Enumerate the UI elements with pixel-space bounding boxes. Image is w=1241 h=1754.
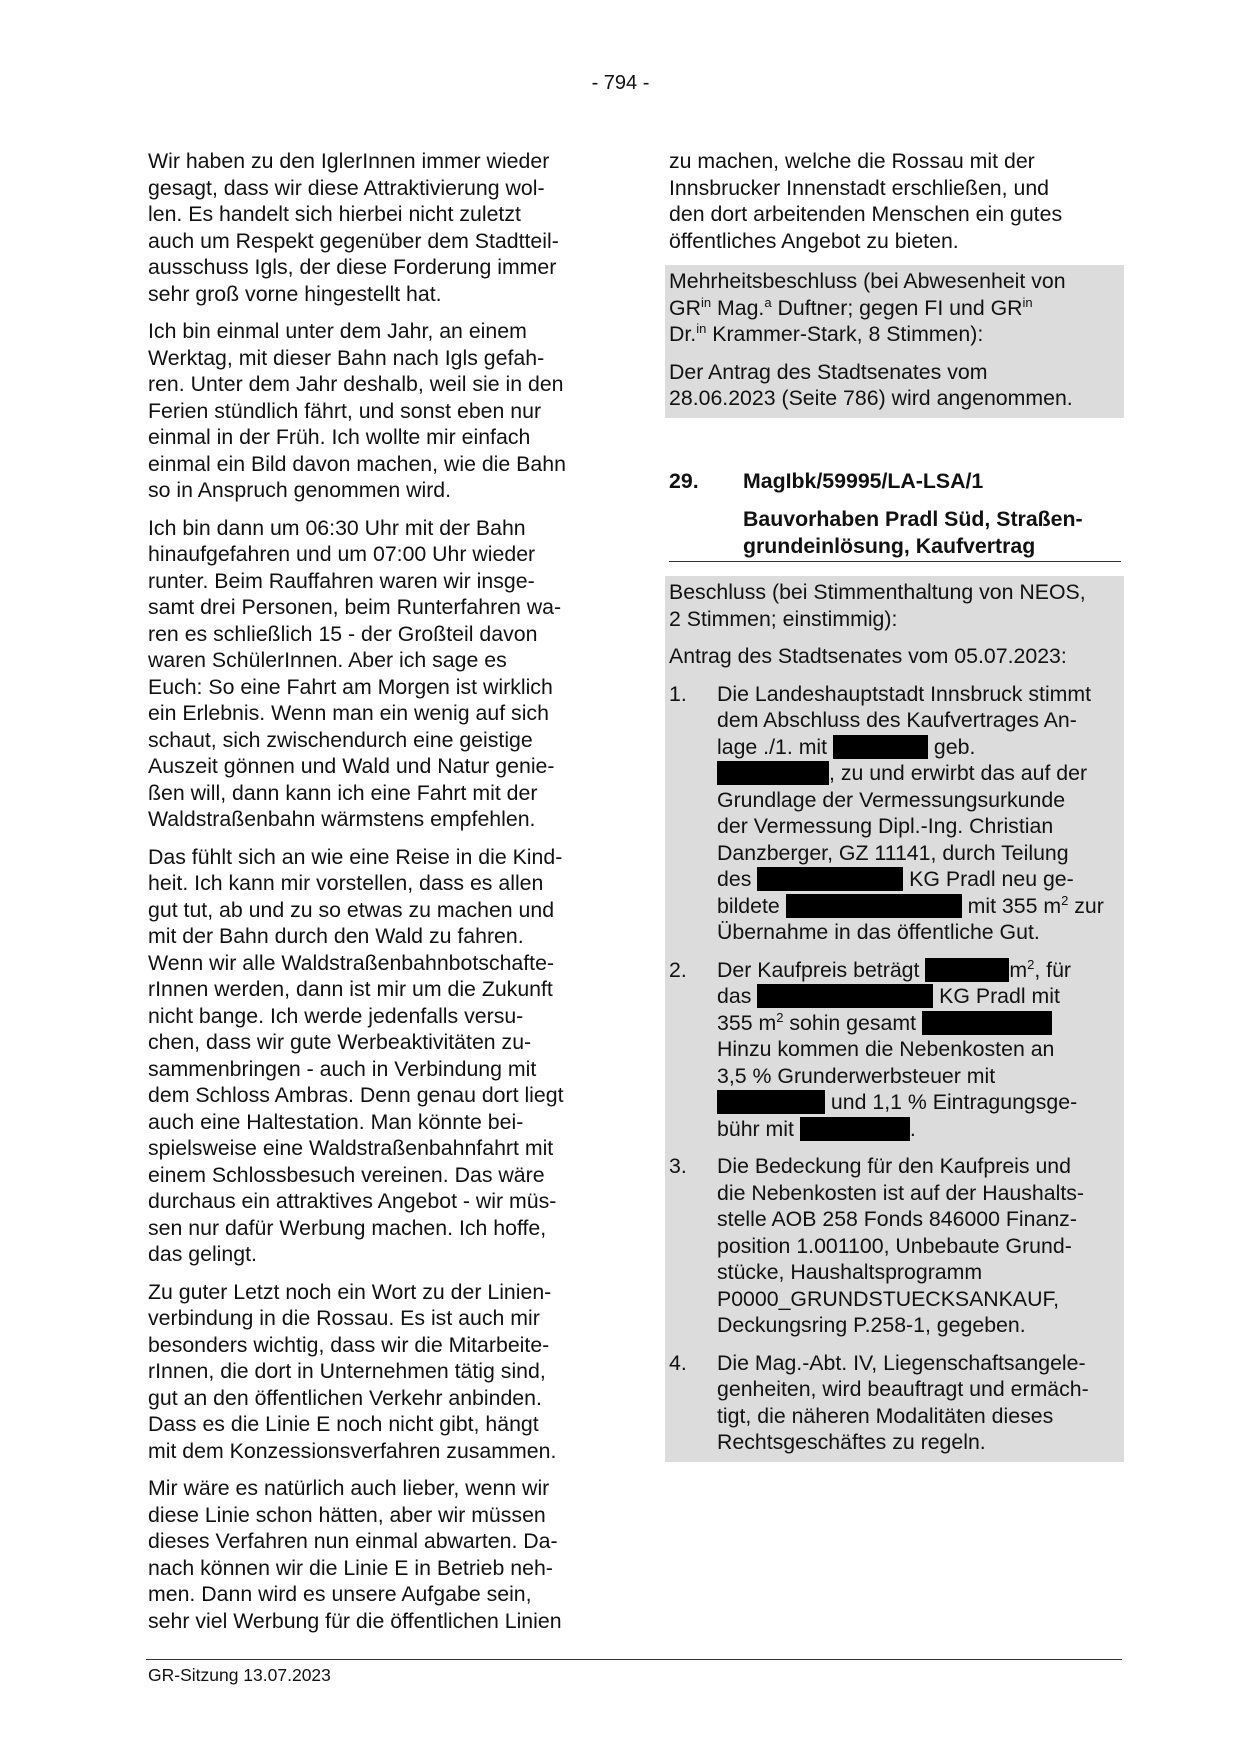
redaction-block: [800, 1117, 910, 1141]
intro-paragraph: [669, 148, 1121, 254]
text-line: rInnen werden, dann ist mir um die Zukunft: [148, 977, 553, 1001]
text-line: Waldstraßenbahn wärmstens empfehlen.: [148, 807, 536, 831]
text-line: Deckungsring P.258-1, gegeben.: [717, 1313, 1026, 1337]
body-paragraph: [148, 1475, 601, 1634]
text-line: gut an den öffentlichen Verkehr anbinden.: [148, 1385, 542, 1410]
text-line: Ich bin dann um 06:30 Uhr mit der Bahn: [148, 515, 526, 540]
text-line: dem Schloss Ambras. Denn genau dort liegt: [148, 1083, 564, 1107]
text-line: dieses Verfahren nun einmal abwarten. Da-: [148, 1529, 558, 1553]
text-line: ein Erlebnis. Wenn man ein wenig auf sich: [148, 701, 549, 725]
text-line: stelle AOB 258 Fonds 846000 Finanz-: [717, 1207, 1077, 1231]
text-line: nach können wir die Linie E in Betrieb neh-: [148, 1555, 553, 1580]
text-line: auch um Respekt gegenüber dem Stadtteil-: [148, 228, 559, 253]
text-line: durchaus ein attraktives Angebot - wir müs-: [148, 1189, 557, 1213]
text-line: len. Es handelt sich hierbei nicht zuletzt: [148, 202, 521, 226]
text-line: das gelingt.: [148, 1242, 257, 1266]
text-line: hinaufgefahren und um 07:00 Uhr wieder: [148, 542, 536, 566]
text-line: Innsbrucker Innenstadt erschließen, und: [669, 175, 1050, 200]
redaction-block: [717, 761, 829, 785]
footer-divider: [146, 1659, 1122, 1660]
text-line: einem Schlossbesuch vereinen. Das wäre: [148, 1162, 545, 1187]
body-paragraph: [148, 1279, 601, 1465]
text-line: Wir haben zu den IglerInnen immer wieder: [148, 149, 550, 173]
redaction-block: [757, 984, 933, 1008]
agenda-title: Bauvorhaben Pradl Süd, Straßen- grundeinlösung, Kaufvertrag: [743, 507, 1083, 558]
page-number: - 794 -: [591, 72, 650, 94]
text-line: Die Mag.-Abt. IV, Liegenschaftsangele-: [717, 1350, 1086, 1375]
text-line: men. Dann wird es unsere Aufgabe sein,: [148, 1582, 532, 1606]
text-line: Wenn wir alle Waldstraßenbahnbotschafte-: [148, 950, 555, 975]
right-column: [669, 148, 1121, 1462]
body-paragraph: [148, 515, 601, 833]
body-paragraph: [148, 148, 601, 307]
decision-text: Beschluss (bei Stimmenthaltung von NEOS, 2 Stimmen; einstimmig):: [669, 580, 1086, 631]
text-line: sehr viel Werbung für die öffentlichen Linien: [148, 1608, 562, 1633]
text-line: diese Linie schon hätten, aber wir müssen: [148, 1502, 546, 1527]
agenda-reference: MagIbk/59995/LA-LSA/1: [743, 468, 984, 493]
text-line: sen nur dafür Werbung machen. Ich hoffe,: [148, 1215, 547, 1240]
text-line: Euch: So eine Fahrt am Morgen ist wirklich: [148, 674, 553, 699]
text-line: mit dem Konzessionsverfahren zusammen.: [148, 1438, 557, 1463]
text-line: stücke, Haushaltsprogramm: [717, 1260, 983, 1284]
resolution-unanimous: [665, 576, 1124, 1462]
text-line: ren es schließlich 15 - der Großteil davon: [148, 621, 538, 646]
text-line: Zu guter Letzt noch ein Wort zu der Linien-: [148, 1279, 552, 1304]
text-line: den dort arbeitenden Menschen ein gutes: [669, 202, 1063, 226]
list-item: 4. Die Mag.-Abt. IV, Liegenschaftsangele- genheiten, wird beauftragt und ermäch- tigt, die näheren Modalitäten dieses Rechtsgeschäftes zu regeln.: [669, 1350, 1121, 1456]
body-paragraph: [148, 318, 601, 504]
text-line: runter. Beim Rauffahren waren wir insge-: [148, 568, 535, 593]
text-line: öffentliches Angebot zu bieten.: [669, 228, 959, 253]
resolution-majority: [665, 265, 1124, 418]
resolution-motion: Der Antrag des Stadtsenates vom 28.06.2023 (Seite 786) wird angenommen.: [669, 359, 1073, 410]
text-line: position 1.001100, Unbebaute Grund-: [717, 1233, 1072, 1258]
text-line: auch eine Haltestation. Man könnte bei-: [148, 1109, 524, 1134]
text-line: einmal in der Früh. Ich wollte mir einfach: [148, 425, 531, 449]
text-line: Die Bedeckung für den Kaufpreis und: [717, 1154, 1071, 1178]
redaction-block: [922, 1011, 1052, 1035]
text-line: Das fühlt sich an wie eine Reise in die Kind-: [148, 844, 563, 869]
text-line: rInnen, die dort in Unternehmen tätig sind,: [148, 1359, 546, 1383]
text-line: Rechtsgeschäftes zu regeln.: [717, 1430, 986, 1454]
text-line: ausschuss Igls, der diese Forderung immer: [148, 255, 557, 279]
list-item: 3. Die Bedeckung für den Kaufpreis und die Nebenkosten ist auf der Haushalts- stelle AOB 258 Fonds 846000 Finanz- position 1.001100, Unbebaute Grund- stücke, Haushaltsprogramm P0000_GRUNDSTUECKSANKAUF, Deckungsring P.258-1, gegeben.: [669, 1153, 1121, 1339]
resolution-decision: Mehrheitsbeschluss (bei Abwesenheit von $GR^{in}$ Mag.$^a$ Duftner; gegen FI und $GR^{in}$ Dr.$^{in}$ Krammer-Stark, 8 Stimmen):: [669, 269, 1066, 346]
text-line: Ferien stündlich fährt, und sonst eben nur: [148, 398, 542, 423]
text-line: schaut, sich zwischendurch eine geistige: [148, 727, 533, 752]
text-line: Mir wäre es natürlich auch lieber, wenn wir: [148, 1476, 550, 1500]
text-line: waren SchülerInnen. Aber ich sage es: [148, 648, 507, 672]
text-line: sehr groß vorne hingestellt hat.: [148, 281, 442, 306]
text-line: genheiten, wird beauftragt und ermäch-: [717, 1377, 1089, 1401]
text-line: samt drei Personen, beim Runterfahren wa-: [148, 595, 562, 619]
text-line: Werktag, mit dieser Bahn nach Igls gefah-: [148, 345, 545, 370]
text-line: tigt, die näheren Modalitäten dieses: [717, 1403, 1054, 1428]
text-line: heit. Ich kann mir vorstellen, dass es allen: [148, 871, 544, 895]
text-line: chen, dass wir gute Werbeaktivitäten zu-: [148, 1030, 532, 1054]
text-line: Dass es die Linie E noch nicht gibt, hängt: [148, 1412, 539, 1436]
text-line: besonders wichtig, dass wir die Mitarbeite-: [148, 1332, 550, 1357]
text-line: Auszeit gönnen und Wald und Natur genie-: [148, 754, 555, 778]
text-line: spielsweise eine Waldstraßenbahnfahrt mit: [148, 1136, 554, 1160]
redaction-block: [717, 1090, 825, 1114]
list-item: 2. Der Kaufpreis beträgt $m^2$, für das KG Pradl mit 355 $m^2$ sohin gesamt Hinzu kommen die Nebenkosten an 3,5 % Grunderwerbsteuer mit und 1,1 % Eintragungsge- bühr mit .: [669, 956, 1078, 1141]
heading-divider: [669, 561, 1121, 562]
redaction-block: [786, 894, 962, 918]
text-line: P0000_GRUNDSTUECKSANKAUF,: [717, 1286, 1060, 1311]
text-line: sammenbringen - auch in Verbindung mit: [148, 1056, 537, 1081]
redaction-block: [925, 958, 1009, 982]
agenda-heading: [669, 468, 1121, 495]
text-line: Ich bin einmal unter dem Jahr, an einem: [148, 319, 527, 343]
body-paragraph: [148, 844, 601, 1268]
redaction-block: [833, 735, 928, 759]
text-line: verbindung in die Rossau. Es ist auch mir: [148, 1306, 540, 1330]
text-line: gesagt, dass wir diese Attraktivierung wol-: [148, 175, 545, 200]
text-line: zu machen, welche die Rossau mit der: [669, 149, 1035, 173]
motion-intro: Antrag des Stadtsenates vom 05.07.2023:: [669, 644, 1067, 668]
text-line: so in Anspruch genommen wird.: [148, 478, 452, 502]
list-item: 1. Die Landeshauptstadt Innsbruck stimmt dem Abschluss des Kaufvertrages An- lage ./1. mit geb. , zu und erwirbt das auf der Grundlage der Vermessungsurkunde der Vermessung Dipl.-Ing. Christian Danzberger, GZ 11141, durch Teilung des KG Pradl neu ge- bildete mit 355 $m^2$ zur Übernahme in das öffentliche Gut.: [669, 681, 1104, 944]
agenda-number: 29.: [669, 468, 699, 493]
text-line: nicht bange. Ich werde jedenfalls versu-: [148, 1003, 524, 1028]
text-line: die Nebenkosten ist auf der Haushalts-: [717, 1180, 1084, 1205]
footer-session-date: GR-Sitzung 13.07.2023: [148, 1665, 331, 1685]
text-line: gut tut, ab und zu so etwas zu machen und: [148, 897, 555, 922]
redaction-block: [757, 867, 903, 891]
text-line: ren. Unter dem Jahr deshalb, weil sie in den: [148, 372, 564, 396]
left-column: [148, 148, 601, 1645]
text-line: mit der Bahn durch den Wald zu fahren.: [148, 924, 524, 948]
text-line: ßen will, dann kann ich eine Fahrt mit der: [148, 780, 538, 805]
text-line: einmal ein Bild davon machen, wie die Bahn: [148, 451, 566, 476]
